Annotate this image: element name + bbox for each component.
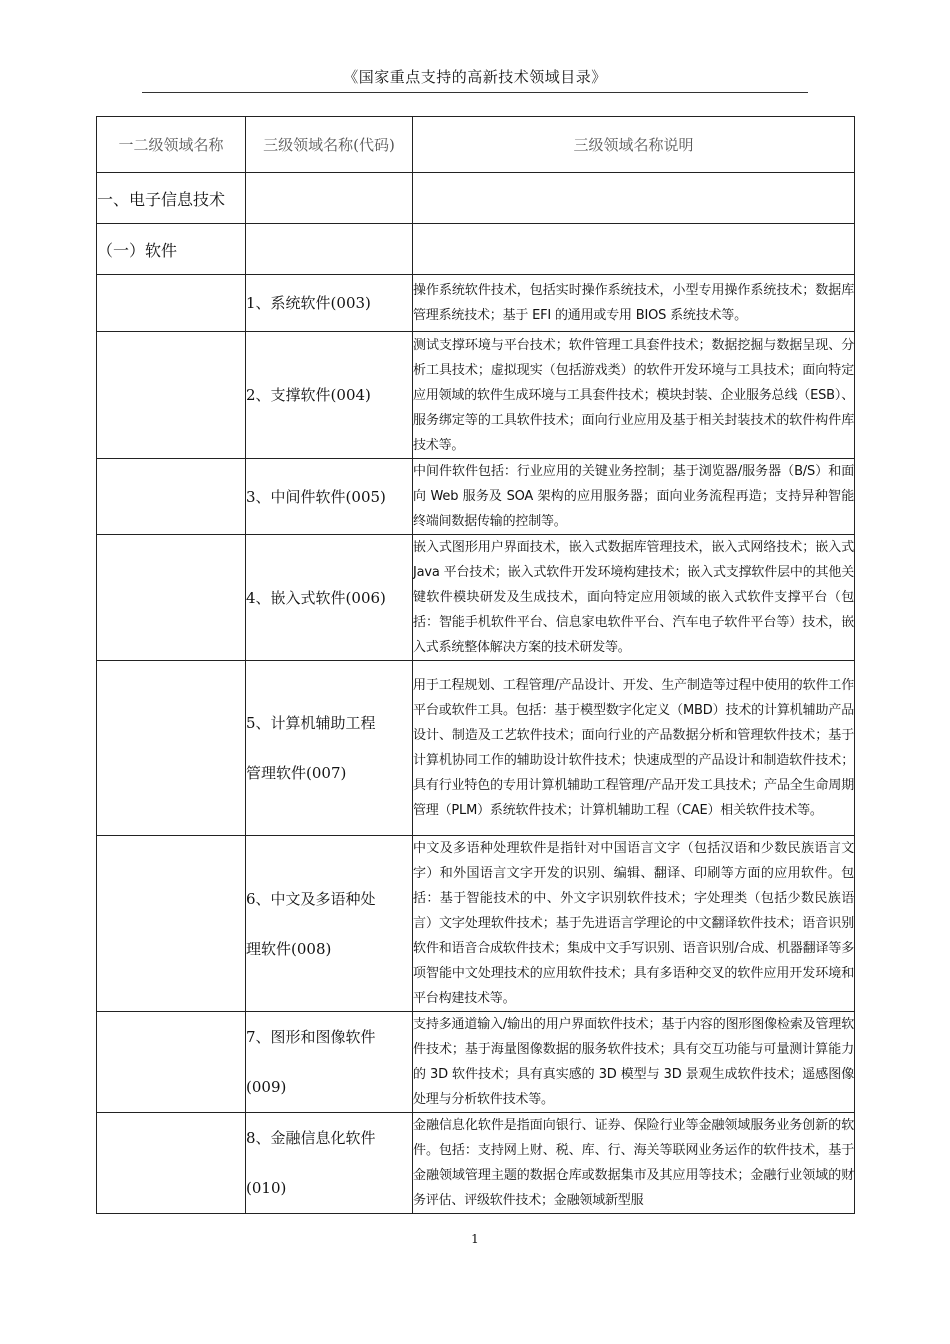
domain-name-line: 7、图形和图像软件 xyxy=(246,1028,376,1046)
header-divider xyxy=(142,92,808,93)
empty-cell xyxy=(97,332,246,459)
column-header-level3-desc: 三级领域名称说明 xyxy=(413,117,855,173)
domain-name-cell xyxy=(246,661,413,836)
empty-cell xyxy=(97,836,246,1012)
domain-name-cell xyxy=(246,459,413,535)
domain-name-line: 管理软件(007) xyxy=(246,764,347,782)
empty-cell xyxy=(97,1113,246,1214)
page-number: 1 xyxy=(471,1232,479,1246)
domain-name-cell xyxy=(246,535,413,661)
section-row xyxy=(97,173,855,224)
domain-name-line: (010) xyxy=(246,1179,287,1197)
domain-name-cell xyxy=(246,836,413,1012)
table-row xyxy=(97,1113,855,1214)
domain-description: 金融信息化软件是指面向银行、证券、保险行业等金融领域服务业务创新的软件。包括：支持网上财、税、库、行、海关等联网业务运作的软件技术，基于金融领域管理主题的数据仓库或数据集市及其应用等技术；金融行业领域的财务评估、评级软件技术；金融领域新型服 xyxy=(413,1113,855,1214)
empty-cell xyxy=(97,661,246,836)
domain-name-line: (009) xyxy=(246,1078,287,1096)
domain-description: 支持多通道输入/输出的用户界面软件技术；基于内容的图形图像检索及管理软件技术；基于海量图像数据的服务软件技术；具有交互功能与可量测计算能力的 3D 软件技术；具有真实感的 3D 模型与 3D 景观生成软件技术；遥感图像处理与分析软件技术等。 xyxy=(413,1012,855,1113)
table-row xyxy=(97,459,855,535)
table-header-row xyxy=(97,117,855,173)
table-row xyxy=(97,535,855,661)
domain-name-cell xyxy=(246,1012,413,1113)
table-row xyxy=(97,332,855,459)
domain-description: 操作系统软件技术，包括实时操作系统技术，小型专用操作系统技术；数据库管理系统技术；基于 EFI 的通用或专用 BIOS 系统技术等。 xyxy=(413,275,855,332)
document-header-title: 《国家重点支持的高新技术领域目录》 xyxy=(343,68,607,86)
empty-cell xyxy=(246,173,413,224)
column-header-level3-name: 三级领域名称(代码) xyxy=(246,117,413,173)
empty-cell xyxy=(97,459,246,535)
domain-name: 1、系统软件(003) xyxy=(246,294,371,312)
table-row xyxy=(97,661,855,836)
empty-cell xyxy=(413,173,855,224)
column-header-level12: 一二级领域名称 xyxy=(97,117,246,173)
domain-description: 用于工程规划、工程管理/产品设计、开发、生产制造等过程中使用的软件工作平台或软件工具。包括：基于模型数字化定义（MBD）技术的计算机辅助产品设计、制造及工艺软件技术；面向行业的产品数据分析和管理软件技术；基于计算机协同工作的辅助设计软件技术；快速成型的产品设计和制造软件技术；具有行业特色的专用计算机辅助工程管理/产品开发工具技术；产品全生命周期管理（PLM）系统软件技术；计算机辅助工程（CAE）相关软件技术等。 xyxy=(413,661,855,836)
tech-domain-table xyxy=(96,116,855,1214)
domain-name: 4、嵌入式软件(006) xyxy=(246,588,386,607)
table-row xyxy=(97,275,855,332)
domain-description: 中间件软件包括：行业应用的关键业务控制；基于浏览器/服务器（B/S）和面向 Web 服务及 SOA 架构的应用服务器；面向业务流程再造；支持异种智能终端间数据传输的控制等。 xyxy=(413,459,855,535)
domain-name-line: 6、中文及多语种处 xyxy=(246,889,376,908)
domain-name-line: 5、计算机辅助工程 xyxy=(246,714,376,732)
section-label: 一、电子信息技术 xyxy=(97,173,246,224)
section-label: （一）软件 xyxy=(97,224,246,275)
section-row xyxy=(97,224,855,275)
domain-description: 测试支撑环境与平台技术；软件管理工具套件技术；数据挖掘与数据呈现、分析工具技术；虚拟现实（包括游戏类）的软件开发环境与工具技术；面向特定应用领域的软件生成环境与工具套件技术；模块封装、企业服务总线（ESB）、服务绑定等的工具软件技术；面向行业应用及基于相关封装技术的软件构件库技术等。 xyxy=(413,332,855,459)
domain-name-cell xyxy=(246,332,413,459)
domain-name-line: 8、金融信息化软件 xyxy=(246,1129,376,1147)
empty-cell xyxy=(97,1012,246,1113)
domain-name-cell xyxy=(246,275,413,332)
domain-description: 中文及多语种处理软件是指针对中国语言文字（包括汉语和少数民族语言文字）和外国语言文字开发的识别、编辑、翻译、印刷等方面的应用软件。包括：基于智能技术的中、外文字识别软件技术；字处理类（包括少数民族语言）文字处理软件技术；基于先进语言学理论的中文翻译软件技术；语音识别软件和语音合成软件技术；集成中文手写识别、语音识别/合成、机器翻译等多项智能中文处理技术的应用软件技术；具有多语种交叉的软件应用开发环境和平台构建技术等。 xyxy=(413,836,855,1012)
empty-cell xyxy=(97,275,246,332)
domain-name-cell xyxy=(246,1113,413,1214)
empty-cell xyxy=(97,535,246,661)
empty-cell xyxy=(246,224,413,275)
table-row xyxy=(97,1012,855,1113)
table-row xyxy=(97,836,855,1012)
empty-cell xyxy=(413,224,855,275)
domain-name-line: 理软件(008) xyxy=(246,939,332,958)
domain-description: 嵌入式图形用户界面技术，嵌入式数据库管理技术，嵌入式网络技术；嵌入式 Java 平台技术；嵌入式软件开发环境构建技术；嵌入式支撑软件层中的其他关键软件模块研发及生成技术，面向特定应用领域的嵌入式软件支撑平台（包括：智能手机软件平台、信息家电软件平台、汽车电子软件平台等）技术，嵌入式系统整体解决方案的技术研发等。 xyxy=(413,535,855,661)
domain-name: 2、支撑软件(004) xyxy=(246,386,371,404)
domain-name: 3、中间件软件(005) xyxy=(246,487,386,506)
